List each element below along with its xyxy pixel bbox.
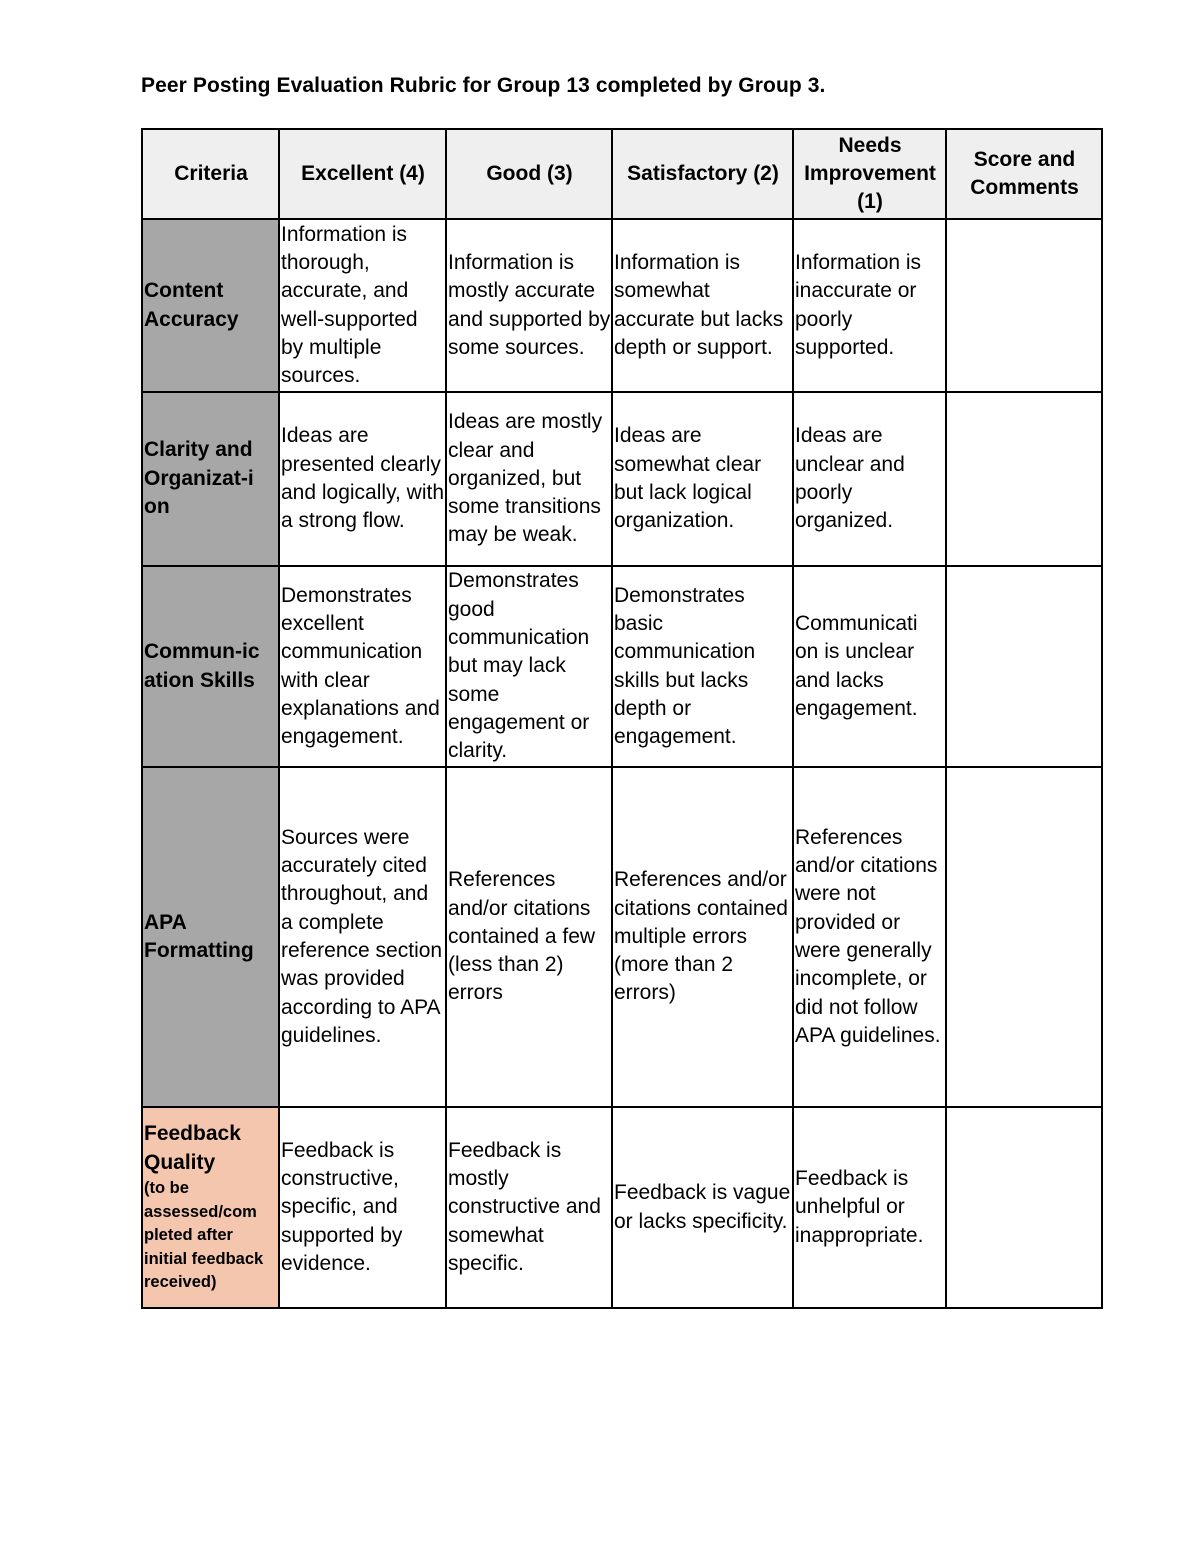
column-header-needs-improvement: Needs Improvement (1) <box>793 129 946 219</box>
column-header-satisfactory: Satisfactory (2) <box>612 129 793 219</box>
score-comments-cell <box>946 566 1102 767</box>
score-comments-cell <box>946 767 1102 1107</box>
table-row <box>142 767 1102 1107</box>
satisfactory-cell: Demonstrates basic communication skills but lacks depth or engagement. <box>612 566 793 767</box>
needs-improvement-cell: Communicati on is unclear and lacks engagement. <box>793 566 946 767</box>
column-header-criteria: Criteria <box>142 129 279 219</box>
score-comments-cell <box>946 392 1102 566</box>
column-header-good: Good (3) <box>446 129 612 219</box>
rubric-table <box>141 128 1103 1309</box>
good-cell: References and/or citations contained a few (less than 2) errors <box>446 767 612 1107</box>
excellent-cell: Ideas are presented clearly and logically, with a strong flow. <box>279 392 446 566</box>
header-row <box>142 129 1102 219</box>
excellent-cell: Demonstrates excellent communication with clear explanations and engagement. <box>279 566 446 767</box>
good-cell: Feedback is mostly constructive and somewhat specific. <box>446 1107 612 1308</box>
needs-improvement-cell: Ideas are unclear and poorly organized. <box>793 392 946 566</box>
criteria-cell: Content Accuracy <box>142 219 279 392</box>
criteria-cell: Clarity and Organizat-i on <box>142 392 279 566</box>
satisfactory-cell: Feedback is vague or lacks specificity. <box>612 1107 793 1308</box>
table-row <box>142 1107 1102 1308</box>
good-cell: Demonstrates good communication but may lack some engagement or clarity. <box>446 566 612 767</box>
needs-improvement-cell: References and/or citations were not provided or were generally incomplete, or did not follow APA guidelines. <box>793 767 946 1107</box>
criteria-label: Feedback Quality <box>144 1122 241 1174</box>
needs-improvement-cell: Information is inaccurate or poorly supported. <box>793 219 946 392</box>
table-row <box>142 392 1102 566</box>
column-header-score-comments: Score and Comments <box>946 129 1102 219</box>
needs-improvement-cell: Feedback is unhelpful or inappropriate. <box>793 1107 946 1308</box>
excellent-cell: Feedback is constructive, specific, and supported by evidence. <box>279 1107 446 1308</box>
score-comments-cell <box>946 1107 1102 1308</box>
criteria-cell <box>142 1107 279 1308</box>
excellent-cell: Information is thorough, accurate, and well-supported by multiple sources. <box>279 219 446 392</box>
satisfactory-cell: References and/or citations contained multiple errors (more than 2 errors) <box>612 767 793 1107</box>
document-title: Peer Posting Evaluation Rubric for Group 13 completed by Group 3. <box>141 74 826 97</box>
criteria-cell: APA Formatting <box>142 767 279 1107</box>
good-cell: Ideas are mostly clear and organized, but some transitions may be weak. <box>446 392 612 566</box>
satisfactory-cell: Information is somewhat accurate but lacks depth or support. <box>612 219 793 392</box>
table-row <box>142 566 1102 767</box>
criteria-note: (to be assessed/com pleted after initial feedback received) <box>144 1179 264 1292</box>
excellent-cell: Sources were accurately cited throughout, and a complete reference section was provided according to APA guidelines. <box>279 767 446 1107</box>
satisfactory-cell: Ideas are somewhat clear but lack logical organization. <box>612 392 793 566</box>
table-row <box>142 219 1102 392</box>
good-cell: Information is mostly accurate and supported by some sources. <box>446 219 612 392</box>
criteria-cell: Commun-ic ation Skills <box>142 566 279 767</box>
column-header-excellent: Excellent (4) <box>279 129 446 219</box>
score-comments-cell <box>946 219 1102 392</box>
